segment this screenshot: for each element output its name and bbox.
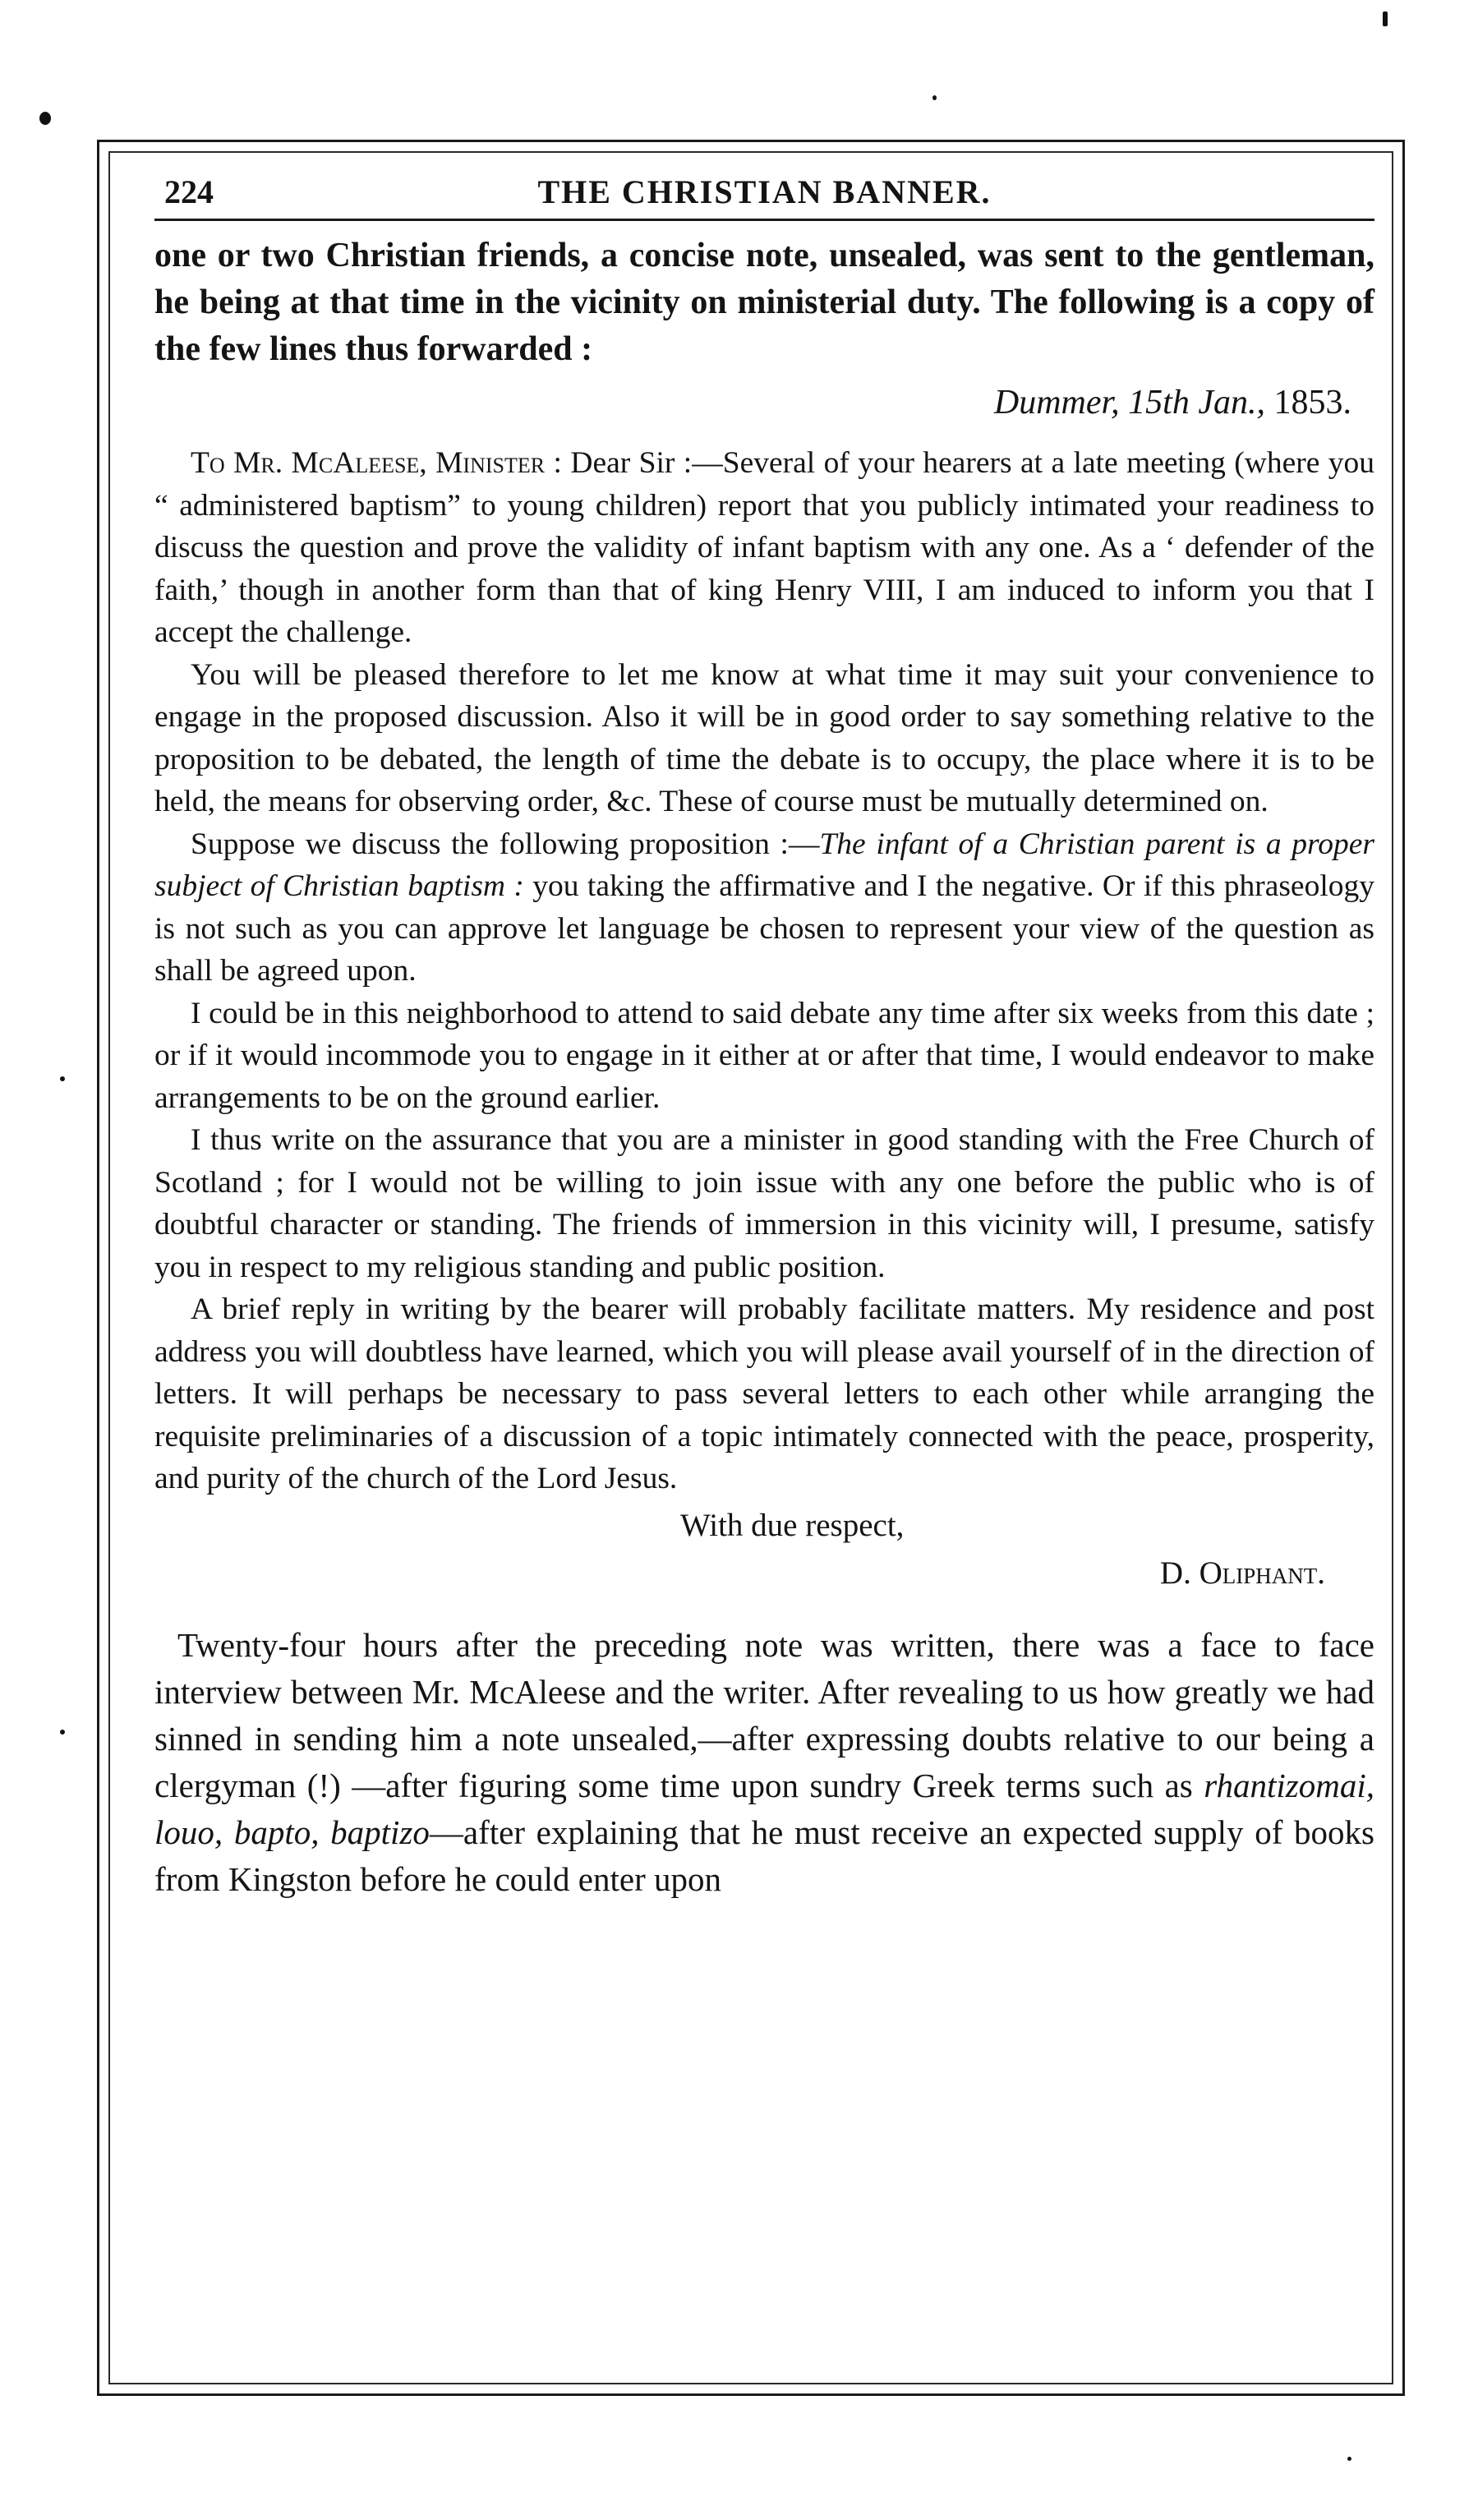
intro-paragraph	[154, 233, 1374, 373]
letter-paragraph: I could be in this neighborhood to attend to said debate any time after six weeks from this date ; or if it would incommode you to engage in it either at or after that time, I would endeavor to make arrangements to be on the ground earlier.	[154, 996, 1374, 1115]
salutation-addressee: To Mr. McAleese, Minister	[191, 446, 546, 480]
letter-paragraph	[154, 442, 1374, 654]
letter-closing: With due respect,	[680, 1507, 905, 1543]
dateline-year: 1853.	[1273, 384, 1351, 422]
outro-text	[154, 1622, 1374, 1903]
salutation-text: : Dear Sir :—Several of your hearers at a late meeting (where you “ administered baptism” to young children) report that you publicly intimated your readiness to discuss the question and prove the validity of infant baptism with any one. As a ‘ defender of the faith,’ though in another form than that of king Henry VIII, I am induced to inform you that I accept the challenge.	[154, 446, 1375, 649]
scan-speck	[39, 112, 51, 125]
scan-speck	[932, 95, 937, 100]
letter-signature: D. Oliphant.	[1159, 1555, 1325, 1591]
intro-text: one or two Christian friends, a concise note, unsealed, was sent to the gentleman, he being at that time in the vicinity on ministerial duty. The following is a copy of the few lines thus forwarded :	[154, 237, 1374, 368]
outro-paragraph	[154, 1622, 1374, 1903]
running-title: THE CHRISTIAN BANNER.	[537, 173, 992, 210]
letter-paragraph: A brief reply in writing by the bearer will probably facilitate matters. My residence and post address you will doubtless have learned, which you will please avail yourself of in the direction of letters. It will perhaps be necessary to pass several letters to each other while arranging the requisite preliminaries of a discussion of a topic intimately connected with the peace, prosperity, and purity of the church of the Lord Jesus.	[154, 1292, 1374, 1495]
outro-text-end: —after explaining that he must receive an expected supply of books from Kingston before he could enter upon	[154, 1813, 1374, 1898]
greek-terms: rhantizomai, louo, bapto, baptizo	[154, 1766, 1374, 1851]
letter-paragraph: I thus write on the assurance that you are a minister in good standing with the Free Church of Scotland ; for I would not be willing to join issue with any one before the public who is of doubtful character or standing. The friends of immersion in this vicinity will, I presume, satisfy you in respect to my religious standing and public position.	[154, 1123, 1374, 1284]
page-content	[154, 164, 1374, 1903]
page-header	[154, 164, 1374, 221]
scan-speck	[60, 1076, 65, 1081]
letter-paragraph	[154, 823, 1374, 993]
proposition-follow: you taking the affirmative and I the negative. Or if this phraseology is not such as you can approve let language be chosen to represent your view of the question as shall be agreed upon.	[154, 869, 1374, 988]
proposition-lead: Suppose we discuss the following proposition :—	[191, 827, 820, 861]
letter-body	[154, 442, 1374, 1597]
scan-speck	[1383, 12, 1388, 26]
letter-paragraph: You will be pleased therefore to let me know at what time it may suit your convenience to engage in the proposed discussion. Also it will be in good order to say something relative to the proposition to be debated, the length of time the debate is to occupy, the place where it is to be held, the means for observing order, &c. These of course must be mutually determined on.	[154, 657, 1374, 818]
dateline-place-date: Dummer, 15th Jan.,	[993, 384, 1265, 422]
outro-text-start: Twenty-four hours after the preceding note was written, there was a face to face interview between Mr. McAleese and the writer. After revealing to us how greatly we had sinned in sending him a note unsealed,—after expressing doubts relative to our being a clergyman (!) —after figuring some time upon sundry Greek terms such as	[154, 1625, 1374, 1804]
proposition-text: The infant of a Christian parent is a proper subject of Christian baptism :	[154, 827, 1374, 903]
letter-dateline	[154, 378, 1374, 427]
scan-speck	[60, 1730, 65, 1735]
page-number: 224	[164, 173, 214, 210]
scan-speck	[1347, 2457, 1351, 2461]
